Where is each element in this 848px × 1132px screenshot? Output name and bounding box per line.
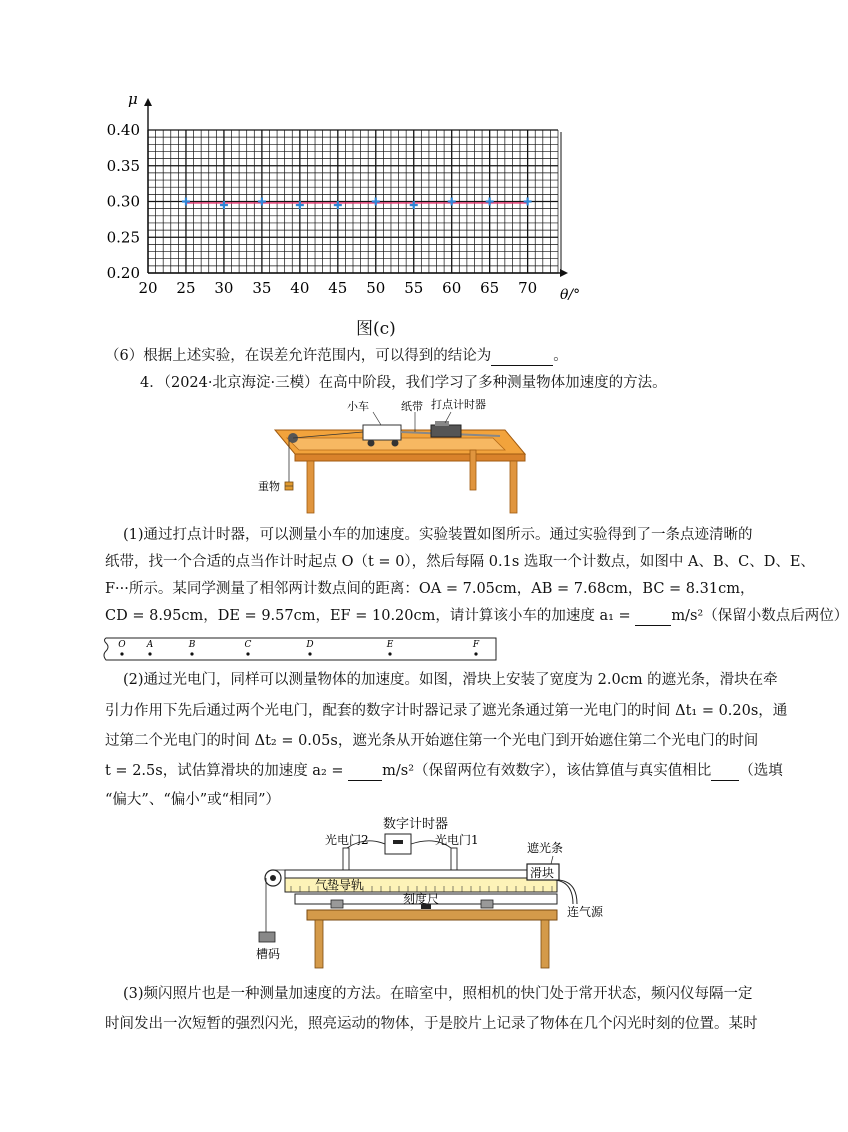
x-tick-20: 20	[138, 279, 158, 297]
x-tick-35: 35	[252, 279, 272, 297]
x-tick-55: 55	[404, 279, 424, 297]
svg-text:A: A	[146, 640, 154, 650]
paper-tape-figure	[100, 634, 500, 664]
q4-number: 4．	[140, 375, 164, 391]
compare-answer-blank[interactable]	[711, 765, 739, 781]
x-tick-45: 45	[328, 279, 348, 297]
p2-line-4c: （选填	[739, 763, 783, 779]
q6-answer-blank[interactable]	[491, 350, 553, 366]
p2-line-5: “偏大”、“偏小”或“相同”）	[105, 792, 280, 808]
p1-line-2: 纸带，找一个合适的点当作计时起点 O（t = 0），然后每隔 0.1s 选取一个计数点，如图中 A、B、C、D、E、	[105, 554, 815, 570]
p3-line-1: (3)频闪照片也是一种测量加速度的方法。在暗室中，照相机的快门处于常开状态，频闪仪每隔一定	[123, 986, 753, 1002]
label-cart: 小车	[347, 400, 369, 413]
x-axis-label: θ/°	[560, 287, 581, 303]
x-tick-25: 25	[176, 279, 196, 297]
p1-line-3: F···所示。某同学测量了相邻两计数点间的距离：OA = 7.05cm，AB = 7.68cm，BC = 8.31cm，	[105, 581, 755, 597]
label-air-source: 连气源	[567, 905, 604, 919]
label-shade-strip: 遮光条	[527, 841, 564, 855]
label-paper-tape: 纸带	[401, 400, 423, 413]
p1-line-1: (1)通过打点计时器，可以测量小车的加速度。实验装置如图所示。通过实验得到了一条点迹清晰的	[123, 527, 753, 543]
x-tick-40: 40	[290, 279, 310, 297]
q6-end: 。	[553, 348, 568, 364]
p2-line-3: 过第二个光电门的时间 Δt₂ = 0.05s，遮光条从开始遮住第一个光电门到开始遮住第二个光电门的时间	[105, 733, 759, 749]
q4-text: （2024·北京海淀·三模）在高中阶段，我们学习了多种测量物体加速度的方法。	[163, 375, 667, 391]
x-tick-60: 60	[442, 279, 462, 297]
a2-answer-blank[interactable]	[348, 765, 382, 781]
a1-answer-blank[interactable]	[635, 610, 671, 626]
data-point-6	[372, 198, 380, 206]
p1-line-4	[105, 606, 848, 626]
svg-text:B: B	[188, 640, 196, 650]
x-tick-65: 65	[480, 279, 500, 297]
mu-theta-chart	[95, 90, 581, 305]
data-point-1	[182, 198, 190, 206]
label-weight: 重物	[258, 480, 280, 493]
air-track-figure	[255, 812, 604, 972]
label-gate-2: 光电门2	[325, 833, 369, 847]
y-axis-label: μ	[128, 90, 138, 108]
label-air-track: 气垫导轨	[315, 878, 364, 892]
label-ruler: 刻度尺	[403, 892, 440, 906]
p2-line-4a: t = 2.5s，试估算滑块的加速度 a₂ =	[105, 763, 349, 779]
p2-line-4	[105, 761, 783, 781]
q6-text: （6）根据上述实验，在误差允许范围内，可以得到的结论为	[105, 348, 492, 364]
svg-text:F: F	[472, 640, 480, 650]
p2-line-1: (2)通过光电门，同样可以测量物体的加速度。如图，滑块上安装了宽度为 2.0cm 的遮光条，滑块在牵	[123, 672, 778, 688]
p2-line-4b: m/s²（保留两位有效数字），该估算值与真实值相比	[382, 763, 712, 779]
data-point-9	[486, 198, 494, 206]
x-tick-70: 70	[518, 279, 538, 297]
x-tick-50: 50	[366, 279, 386, 297]
y-tick-0.30: 0.30	[106, 192, 140, 211]
p3-line-2: 时间发出一次短暂的强烈闪光，照亮运动的物体，于是胶片上记录了物体在几个闪光时刻的位置。某时	[105, 1016, 758, 1032]
figure-c-caption: 图(c)	[356, 319, 396, 339]
p2-line-2: 引力作用下先后通过两个光电门，配套的数字计时器记录了遮光条通过第一光电门的时间 Δt₁ = 0.20s，通	[105, 703, 788, 719]
y-tick-0.40: 0.40	[106, 121, 140, 139]
label-digital-timer: 数字计时器	[383, 817, 449, 832]
label-ticker-timer: 打点计时器	[431, 398, 486, 411]
data-point-8	[448, 198, 456, 206]
data-point-3	[258, 198, 266, 206]
x-tick-30: 30	[214, 279, 234, 297]
question-4-header	[140, 373, 667, 393]
y-tick-0.25: 0.25	[106, 228, 140, 247]
y-tick-0.35: 0.35	[106, 156, 140, 175]
data-point-10	[524, 198, 532, 206]
y-tick-labels	[107, 121, 140, 282]
question-6	[105, 346, 568, 366]
label-hanging-weight: 槽码	[256, 947, 281, 961]
label-slider: 滑块	[530, 866, 555, 880]
label-gate-1: 光电门1	[435, 833, 479, 847]
svg-text:D: D	[306, 640, 314, 650]
p1-line-4b: m/s²（保留小数点后两位）	[671, 608, 848, 624]
svg-text:C: C	[244, 640, 252, 650]
y-tick-0.20: 0.20	[106, 264, 140, 282]
chart-grid	[148, 130, 558, 273]
cart-apparatus-figure	[255, 398, 535, 518]
svg-text:E: E	[386, 640, 394, 650]
svg-text:O: O	[118, 640, 126, 650]
x-tick-labels	[138, 279, 537, 297]
p1-line-4a: CD = 8.95cm，DE = 9.57cm，EF = 10.20cm，请计算该小车的加速度 a₁ =	[105, 608, 636, 624]
